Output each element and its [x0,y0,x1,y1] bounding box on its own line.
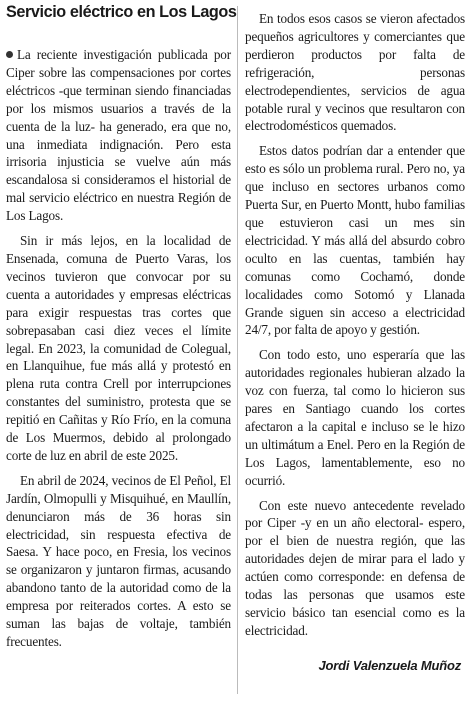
article-title: Servicio eléctrico en Los Lagos [6,3,237,21]
author-signature: Jordi Valenzuela Muñoz [318,658,461,673]
left-paragraph-1-text: La reciente investigación publicada por Ciper sobre las compensaciones por cortes eléctricos -que terminan siendo financiadas por los mismos usuarios a través de la cuenta de la luz- ha generado, era que no, una inmediata indignación. Pero esta irrisoria injusticia se vuelve aún más escandalosa si consideramos el historial de mal servicio eléctrico en nuestra Región de Los Lagos. [6,47,231,224]
right-paragraph-3: Con todo esto, uno esperaría que las autoridades regionales hubieran alzado la voz con fuerza, tal como lo hicieron sus pares en Santiago cuando los cortes afectaron a la capital e incluso se le hizo un ultimátum a Enel. Pero en la Región de Los Lagos, lamentablemente, eso no ocurrió. [245,347,465,488]
right-paragraph-1: En todos esos casos se vieron afectados pequeños agricultores y comerciantes que perdieron productos por falta de refrigeración, personas electrodependientes, servicios de agua potable rural y vecinos que resultaron con electrodomésticos quemados. [245,11,465,134]
bullet-icon [6,51,13,58]
left-column [6,46,231,651]
right-paragraph-2: Estos datos podrían dar a entender que esto es sólo un problema rural. Pero no, ya que incluso en sectores urbanos como Puerta Sur, en Puerto Montt, hubo familias que estuvieron casi un mes sin electricidad. Y más allá del absurdo cobro oculto en las cuentas, también hay comunas como Cochamó, donde localidades como Sotomó y Llanada Grande siguen sin acceso a electricidad 24/7, por falta de apoyo y gestión. [245,143,465,338]
left-paragraph-3: En abril de 2024, vecinos de El Peñol, El Jardín, Olmopulli y Misquihué, en Maullín, denunciaron más de 36 horas sin electricidad, sin respuesta efectiva de Saesa. Y hace poco, en Fresia, los vecinos se organizaron y juntaron firmas, acusando abandono tanto de la autoridad como de la empresa por reiterados cortes. A esto se suman las bajas de voltaje, también frecuentes. [6,472,231,649]
column-divider [237,6,238,694]
right-column [245,10,465,640]
left-paragraph-1 [6,46,231,225]
left-paragraph-2: Sin ir más lejos, en la localidad de Ensenada, comuna de Puerto Varas, los vecinos tuvieron que convocar por su cuenta a autoridades y empresas eléctricas para exigir respuestas tras cortes que sobrepasaban casi diez veces el límite legal. En 2023, la comunidad de Colegual, en Llanquihue, fue más allá y protestó en plena ruta contra Crell por interrupciones constantes del suministro, protesta que se repitió en Cañitas y Río Frío, en la comuna de Los Muermos, debido al prolongado corte de luz en abril de este 2025. [6,233,231,463]
right-paragraph-4: Con este nuevo antecedente revelado por Ciper -y en un año electoral- espero, por el bien de nuestra región, que las autoridades dejen de mirar para el lado y actúen como corresponde: en defensa de todas las personas que usamos este servicio básico tan esencial como es la electricidad. [245,497,465,638]
